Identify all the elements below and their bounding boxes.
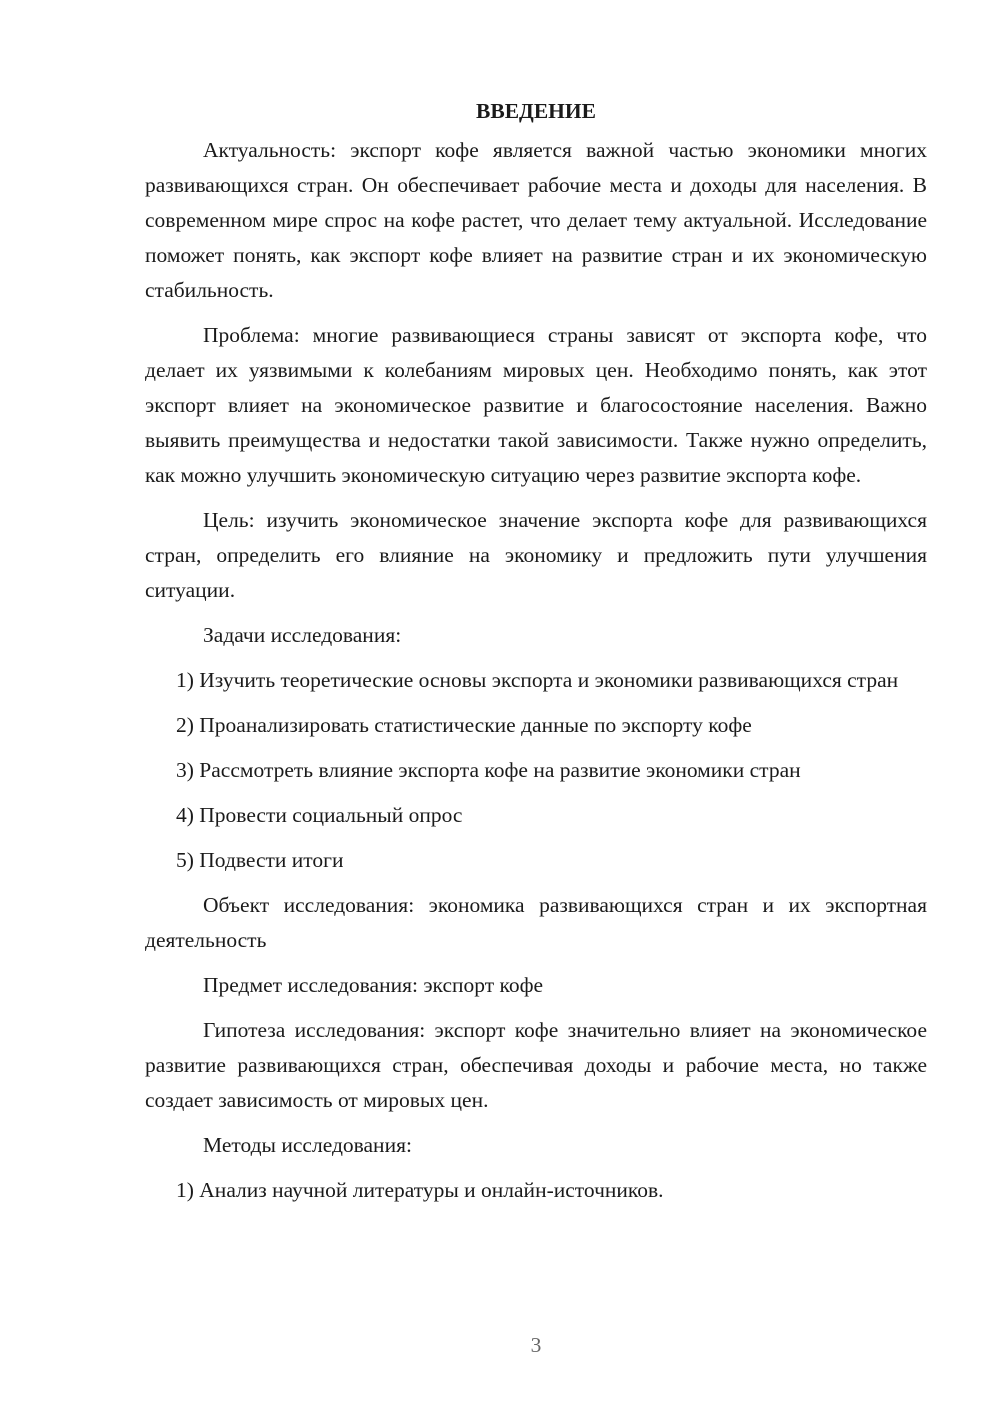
task-item: 3) Рассмотреть влияние экспорта кофе на развитие экономики стран (176, 758, 801, 782)
problem-paragraph: Проблема: многие развивающиеся страны зависят от экспорта кофе, что делает их уязвимыми к колебаниям мировых цен. Необходимо понять, как этот экспорт влияет на экономическое развитие и благосостояние населения. Важно выявить преимущества и недостатки такой зависимости. Также нужно определить, как можно улучшить экономическую ситуацию через развитие экспорта кофе. (145, 323, 927, 487)
tasks-heading: Задачи исследования: (203, 623, 402, 647)
subject-paragraph: Предмет исследования: экспорт кофе (203, 973, 544, 997)
task-item: 2) Проанализировать статистические данные по экспорту кофе (176, 713, 752, 737)
task-item: 5) Подвести итоги (176, 848, 344, 872)
page-number: 3 (530, 1333, 542, 1357)
section-heading: ВВЕДЕНИЕ (476, 99, 596, 123)
methods-heading: Методы исследования: (203, 1133, 412, 1157)
object-paragraph: Объект исследования: экономика развивающихся стран и их экспортная деятельность (145, 893, 927, 952)
hypothesis-paragraph: Гипотеза исследования: экспорт кофе значительно влияет на экономическое развитие развивающихся стран, обеспечивая доходы и рабочие места, но также создает зависимость от мировых цен. (145, 1018, 927, 1112)
method-item: 1) Анализ научной литературы и онлайн-источников. (176, 1178, 664, 1202)
task-item: 1) Изучить теоретические основы экспорта и экономики развивающихся стран (176, 668, 899, 692)
relevance-paragraph: Актуальность: экспорт кофе является важной частью экономики многих развивающихся стран. Он обеспечивает рабочие места и доходы для населения. В современном мире спрос на кофе растет, что делает тему актуальной. Исследование поможет понять, как экспорт кофе влияет на развитие стран и их экономическую стабильность. (145, 138, 927, 302)
goal-paragraph: Цель: изучить экономическое значение экспорта кофе для развивающихся стран, определить его влияние на экономику и предложить пути улучшения ситуации. (145, 508, 927, 602)
task-item: 4) Провести социальный опрос (176, 803, 463, 827)
document-page (145, 96, 927, 1218)
